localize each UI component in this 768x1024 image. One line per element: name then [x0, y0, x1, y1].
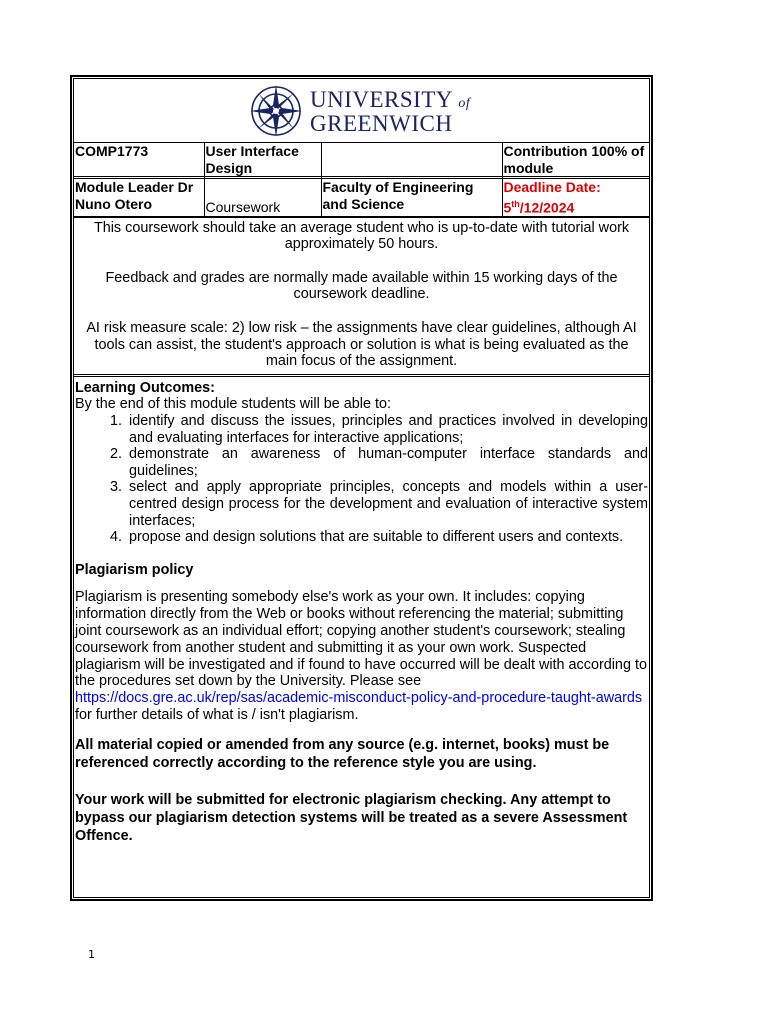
page-number: 1	[88, 948, 95, 961]
learning-outcomes-heading: Learning Outcomes:	[75, 379, 215, 396]
logo-row	[74, 79, 649, 143]
contribution-cell: Contribution 100% of module	[502, 143, 649, 177]
coursework-cover-frame	[70, 75, 653, 901]
deadline-day: 5	[503, 199, 512, 216]
main-content	[74, 377, 649, 845]
plagiarism-policy-text	[75, 589, 648, 723]
plagiarism-policy-heading: Plagiarism policy	[75, 561, 194, 578]
intro-workload-text: This coursework should take an average student who is up-to-date with tutorial work approximately 50 hours.	[93, 219, 630, 253]
logo-university-word: UNIVERSITY	[310, 86, 453, 112]
university-logo	[248, 84, 470, 138]
module-info-row-2	[74, 179, 649, 217]
deadline-cell	[502, 179, 649, 217]
intro-ai-risk-text: AI risk measure scale: 2) low risk – the assignments have clear guidelines, although AI tools can assist, the student's approach or solution is what is being evaluated as the main focus of the assignment.	[86, 320, 637, 370]
academic-misconduct-policy-link[interactable]: https://docs.gre.ac.uk/rep/sas/academic-misconduct-policy-and-procedure-taught-awards	[75, 690, 643, 707]
list-item: 3. select and apply appropriate principles, concepts and models within a user-centred design process for the development and evaluation of interactive system interfaces;	[126, 479, 648, 529]
learning-outcomes-lead: By the end of this module students will be able to:	[75, 396, 391, 413]
plagiarism-check-warning: Your work will be submitted for electronic plagiarism checking. Any attempt to bypass our plagiarism detection systems will be treated as a severe Assessment Offence.	[75, 791, 628, 844]
learning-outcomes-list	[75, 413, 648, 546]
referencing-warning: All material copied or amended from any source (e.g. internet, books) must be referenced correctly according to the reference style you are using.	[75, 736, 610, 771]
module-info-table	[74, 143, 649, 217]
empty-cell	[321, 143, 502, 177]
intro-feedback-text: Feedback and grades are normally made available within 15 working days of the coursework deadline.	[105, 269, 618, 303]
plagiarism-text-before: Plagiarism is presenting somebody else's work as your own. It includes: copying information directly from the Web or books without referencing the material; submitting joint coursework as an individual effort; copying another student's coursework; stealing coursework from another student and submitting it as your own work. Suspected plagiarism will be investigated and if found to have occurred will be dealt with according to the procedures set down by the University. Please see	[75, 589, 647, 690]
list-item: 4. propose and design solutions that are suitable to different users and contexts.	[126, 529, 648, 546]
assessment-type-cell: Coursework	[204, 179, 321, 217]
coursework-intro	[74, 217, 649, 377]
module-info-row-1	[74, 143, 649, 177]
deadline-day-suffix: th	[511, 198, 520, 209]
compass-rose-emblem-icon	[248, 84, 304, 138]
list-item: 1. identify and discuss the issues, principles and practices involved in developing and evaluating interfaces for interactive applications;	[126, 413, 648, 446]
logo-of-word: of	[458, 95, 471, 111]
module-title-cell: User Interface Design	[204, 143, 321, 177]
deadline-month-year: /12/2024	[519, 199, 575, 216]
logo-greenwich-word: GREENWICH	[310, 110, 453, 136]
list-item: 2. demonstrate an awareness of human-computer interface standards and guidelines;	[126, 446, 648, 479]
faculty-cell: Faculty of Engineering and Science	[321, 179, 502, 217]
deadline-label: Deadline Date:	[503, 179, 601, 195]
module-code-cell: COMP1773	[74, 143, 204, 177]
module-leader-cell: Module Leader Dr Nuno Otero	[74, 179, 204, 217]
plagiarism-text-after: for further details of what is / isn't plagiarism.	[75, 706, 359, 723]
